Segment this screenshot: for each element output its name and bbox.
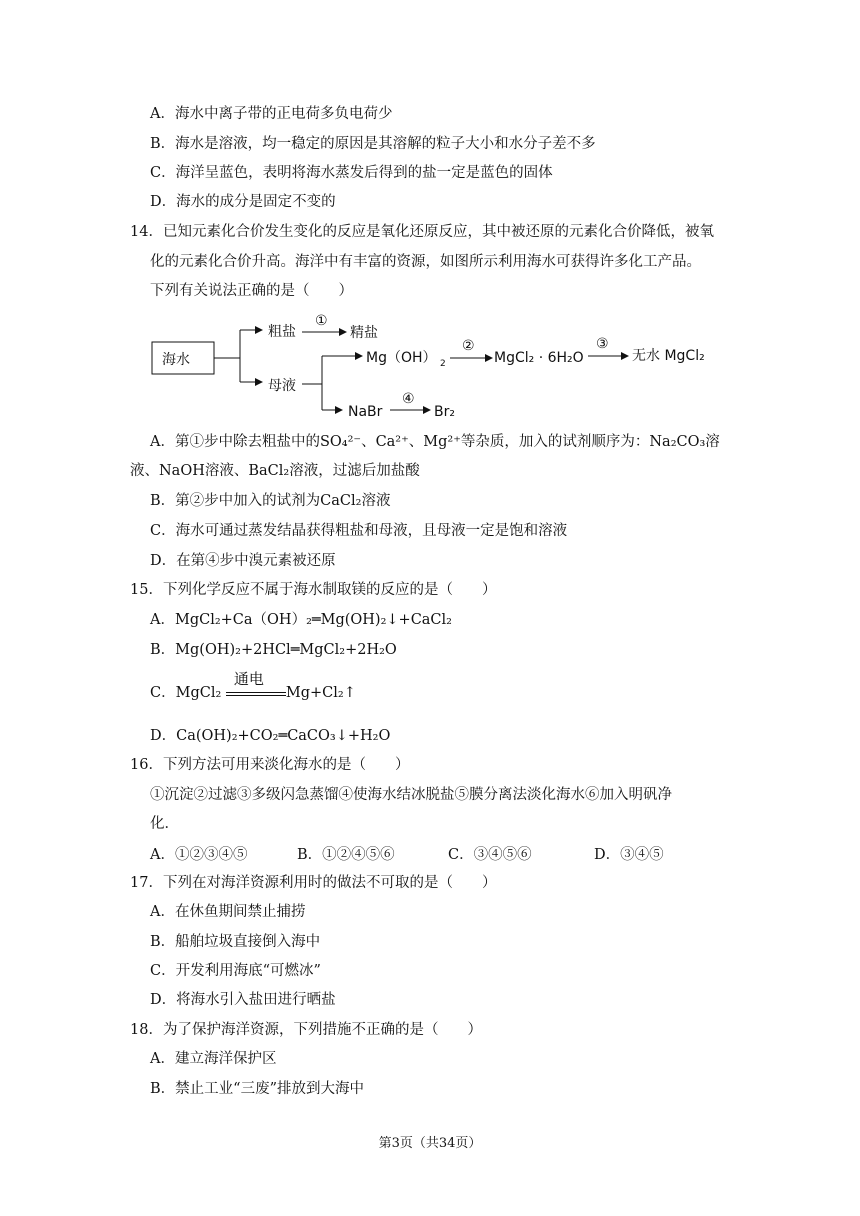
q18-option-b: B．禁止工业“三废”排放到大海中 bbox=[150, 1081, 364, 1097]
q14-option-a-line1: A．第①步中除去粗盐中的SO₄²⁻、Ca²⁺、Mg²⁺等杂质，加入的试剂顺序为：Na₂CO₃溶 bbox=[150, 434, 720, 450]
step1-marker: ① bbox=[315, 313, 328, 329]
step4-marker: ④ bbox=[402, 391, 415, 407]
mg-oh2-subscript: 2 bbox=[440, 359, 446, 369]
q15-c-reactant: C．MgCl₂ bbox=[150, 685, 222, 701]
anhydrous-mgcl2-label: 无水 MgCl₂ bbox=[632, 348, 705, 364]
q16-items-line1: ①沉淀②过滤③多级闪急蒸馏④使海水结冰脱盐⑤膜分离法淡化海水⑥加入明矾净 bbox=[150, 787, 672, 803]
q17-option-a: A．在休鱼期间禁止捕捞 bbox=[150, 904, 306, 920]
q13-option-d: D．海水的成分是固定不变的 bbox=[150, 194, 336, 210]
q13-option-a: A．海水中离子带的正电荷多负电荷少 bbox=[150, 106, 393, 122]
q16-stem: 16．下列方法可用来淡化海水的是（ ） bbox=[130, 757, 410, 773]
step2-marker: ② bbox=[462, 338, 475, 354]
q18-stem: 18．为了保护海洋资源，下列措施不正确的是（ ） bbox=[130, 1022, 482, 1038]
mg-oh2-label: Mg（OH） bbox=[366, 350, 437, 366]
q16-option-c: C．③④⑤⑥ bbox=[448, 847, 532, 863]
seawater-label: 海水 bbox=[162, 352, 190, 368]
fine-salt-label: 精盐 bbox=[350, 325, 378, 341]
br2-label: Br₂ bbox=[434, 404, 455, 420]
electrolysis-label: 通电 bbox=[233, 670, 264, 688]
q14-option-a-line2: 液、NaOH溶液、BaCl₂溶液，过滤后加盐酸 bbox=[130, 463, 420, 479]
q14-option-d: D．在第④步中溴元素被还原 bbox=[150, 553, 336, 569]
q16-items-line2: 化． bbox=[150, 816, 179, 832]
q14-option-b: B．第②步中加入的试剂为CaCl₂溶液 bbox=[150, 493, 391, 509]
mother-liquor-label: 母液 bbox=[268, 378, 296, 394]
step3-marker: ③ bbox=[596, 336, 609, 352]
q15-c-products: Mg+Cl₂↑ bbox=[285, 685, 356, 701]
q13-option-c: C．海洋呈蓝色，表明将海水蒸发后得到的盐一定是蓝色的固体 bbox=[150, 165, 553, 181]
q16-option-a: A．①②③④⑤ bbox=[150, 847, 248, 863]
electrolysis-condition bbox=[226, 670, 286, 702]
q17-option-b: B．船舶垃圾直接倒入海中 bbox=[150, 934, 321, 950]
q17-stem: 17．下列在对海洋资源利用时的做法不可取的是（ ） bbox=[130, 875, 497, 891]
q15-stem: 15．下列化学反应不属于海水制取镁的反应的是（ ） bbox=[130, 582, 497, 598]
nabr-label: NaBr bbox=[348, 404, 383, 420]
seawater-process-diagram bbox=[150, 310, 720, 430]
q15-option-b: B．Mg(OH)₂+2HCl═MgCl₂+2H₂O bbox=[150, 642, 397, 658]
q16-option-d: D．③④⑤ bbox=[594, 847, 664, 863]
q16-option-b: B．①②④⑤⑥ bbox=[297, 847, 395, 863]
q14-stem-line3: 下列有关说法正确的是（ ） bbox=[150, 283, 353, 299]
q15-option-a: A．MgCl₂+Ca（OH）₂═Mg(OH)₂↓+CaCl₂ bbox=[150, 612, 452, 628]
q14-option-c: C．海水可通过蒸发结晶获得粗盐和母液，且母液一定是饱和溶液 bbox=[150, 523, 568, 539]
q18-option-a: A．建立海洋保护区 bbox=[150, 1051, 277, 1067]
q13-option-b: B．海水是溶液，均一稳定的原因是其溶解的粒子大小和水分子差不多 bbox=[150, 136, 596, 152]
mgcl2-hydrate-label: MgCl₂ · 6H₂O bbox=[494, 350, 584, 366]
q17-option-c: C．开发利用海底“可燃冰” bbox=[150, 963, 321, 979]
q15-option-d: D．Ca(OH)₂+CO₂═CaCO₃↓+H₂O bbox=[150, 728, 391, 744]
crude-salt-label: 粗盐 bbox=[268, 324, 296, 340]
page-number-footer: 第3页（共34页） bbox=[378, 1136, 482, 1151]
q14-stem-line1: 14．已知元素化合价发生变化的反应是氧化还原反应，其中被还原的元素化合价降低，被氧 bbox=[130, 224, 714, 240]
q15-option-c bbox=[150, 670, 356, 702]
q17-option-d: D．将海水引入盐田进行晒盐 bbox=[150, 992, 336, 1008]
q14-stem-line2: 化的元素化合价升高。海洋中有丰富的资源，如图所示利用海水可获得许多化工产品。 bbox=[150, 254, 701, 270]
